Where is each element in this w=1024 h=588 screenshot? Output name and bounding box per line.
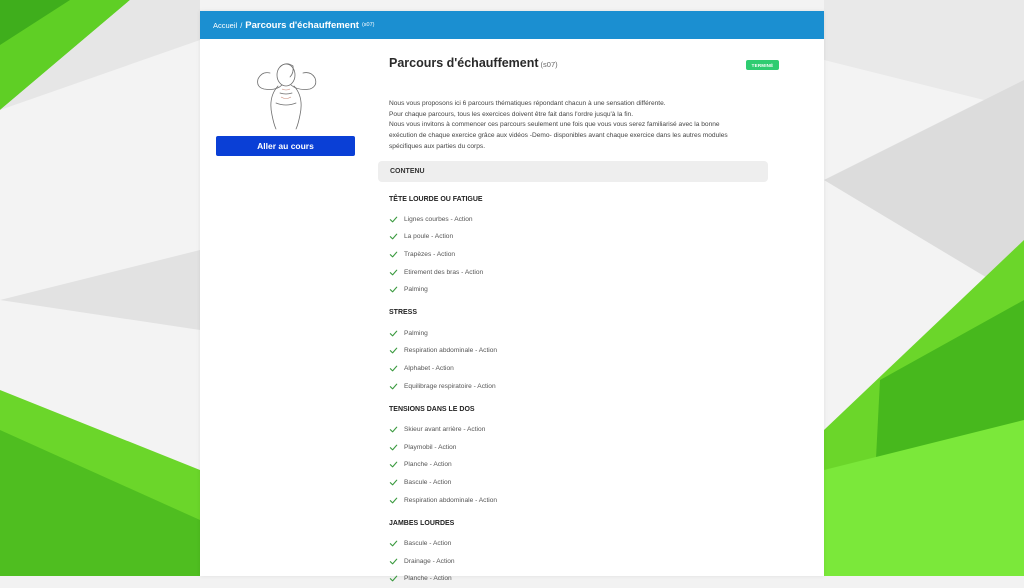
exercise-label: Respiration abdominale - Action bbox=[404, 496, 498, 504]
exercise-item[interactable] bbox=[389, 421, 770, 439]
section-title: TÊTE LOURDE OU FATIGUE bbox=[389, 195, 483, 203]
exercise-list bbox=[389, 324, 770, 394]
exercise-item[interactable] bbox=[389, 377, 770, 395]
check-icon bbox=[389, 496, 398, 505]
course-sidebar bbox=[216, 53, 355, 156]
section-title: JAMBES LOURDES bbox=[389, 519, 455, 527]
check-icon bbox=[389, 329, 398, 338]
exercise-item[interactable] bbox=[389, 324, 770, 342]
exercise-item[interactable] bbox=[389, 263, 770, 281]
check-icon bbox=[389, 460, 398, 469]
check-icon bbox=[389, 574, 398, 583]
check-icon bbox=[389, 539, 398, 548]
exercise-item[interactable] bbox=[389, 281, 770, 299]
description-line: Nous vous proposons ici 6 parcours thématiques répondant chacun à une sensation différente. bbox=[389, 100, 666, 107]
description-line: Pour chaque parcours, tous les exercices doivent être fait dans l'ordre jusqu'à la fin. bbox=[389, 110, 634, 118]
description-line: exécution de chaque exercice grâce aux vidéos -Demo- disponibles avant chaque exercice dans les autres modules bbox=[389, 132, 728, 140]
neck-stretch-illustration bbox=[216, 53, 355, 131]
course-description bbox=[389, 99, 749, 153]
exercise-label: Bascule - Action bbox=[404, 540, 452, 548]
exercise-item[interactable] bbox=[389, 246, 770, 264]
exercise-item[interactable] bbox=[389, 360, 770, 378]
exercise-label: Bascule - Action bbox=[404, 478, 452, 486]
exercise-item[interactable] bbox=[389, 456, 770, 474]
content-heading: CONTENU bbox=[378, 161, 768, 182]
check-icon bbox=[389, 232, 398, 241]
check-icon bbox=[389, 215, 398, 224]
check-icon bbox=[389, 268, 398, 277]
description-line: Nous vous invitons à commencer ces parcours seulement une fois que vous vous serez familiarisé avec la bonne bbox=[389, 121, 720, 129]
exercise-item[interactable] bbox=[389, 228, 770, 246]
exercise-label: Etirement des bras - Action bbox=[404, 268, 484, 276]
exercise-label: Palming bbox=[404, 329, 428, 337]
exercise-label: La poule - Action bbox=[404, 233, 454, 241]
exercise-item[interactable] bbox=[389, 211, 770, 229]
course-title-text: Parcours d'échauffement bbox=[389, 56, 539, 70]
course-header bbox=[378, 51, 774, 81]
breadcrumb-home-link[interactable]: Accueil bbox=[213, 20, 238, 30]
check-icon bbox=[389, 557, 398, 566]
exercise-list bbox=[389, 421, 770, 509]
exercise-item[interactable] bbox=[389, 342, 770, 360]
exercise-item[interactable] bbox=[389, 570, 770, 588]
exercise-label: Drainage - Action bbox=[404, 557, 455, 565]
breadcrumb-separator: / bbox=[240, 20, 243, 30]
exercise-label: Skieur avant arrière - Action bbox=[404, 426, 486, 434]
course-code: (s07) bbox=[540, 60, 558, 69]
exercise-item[interactable] bbox=[389, 535, 770, 553]
check-icon bbox=[389, 382, 398, 391]
exercise-item[interactable] bbox=[389, 474, 770, 492]
breadcrumb-code: (s07) bbox=[361, 22, 375, 28]
section-title: STRESS bbox=[389, 309, 418, 317]
course-title bbox=[389, 56, 558, 70]
exercise-list bbox=[389, 211, 770, 299]
course-panel bbox=[200, 11, 824, 583]
exercise-label: Planche - Action bbox=[404, 461, 452, 469]
description-line: spécifiques aux parties du corps. bbox=[389, 142, 486, 150]
exercise-item[interactable] bbox=[389, 491, 770, 509]
check-icon bbox=[389, 425, 398, 434]
course-main bbox=[378, 51, 774, 588]
exercise-label: Respiration abdominale - Action bbox=[404, 347, 498, 355]
breadcrumb bbox=[200, 11, 824, 39]
exercise-label: Trapèzes - Action bbox=[404, 251, 456, 258]
status-badge: TERMINÉ bbox=[746, 60, 779, 70]
go-to-course-button[interactable]: Aller au cours bbox=[216, 136, 355, 156]
check-icon bbox=[389, 364, 398, 373]
check-icon bbox=[389, 285, 398, 294]
breadcrumb-current: Parcours d'échauffement bbox=[245, 19, 359, 31]
exercise-label: Equilibrage respiratoire - Action bbox=[404, 382, 496, 390]
check-icon bbox=[389, 250, 398, 259]
check-icon bbox=[389, 346, 398, 355]
exercise-label: Playmobil - Action bbox=[404, 443, 457, 451]
exercise-label: Planche - Action bbox=[404, 575, 452, 583]
exercise-item[interactable] bbox=[389, 552, 770, 570]
exercise-item[interactable] bbox=[389, 438, 770, 456]
section-title: TENSIONS DANS LE DOS bbox=[389, 405, 475, 413]
exercise-label: Palming bbox=[404, 286, 428, 294]
exercise-label: Alphabet - Action bbox=[404, 364, 454, 372]
content-sections bbox=[378, 194, 770, 588]
exercise-list bbox=[389, 535, 770, 588]
check-icon bbox=[389, 443, 398, 452]
check-icon bbox=[389, 478, 398, 487]
exercise-label: Lignes courbes - Action bbox=[404, 215, 473, 223]
